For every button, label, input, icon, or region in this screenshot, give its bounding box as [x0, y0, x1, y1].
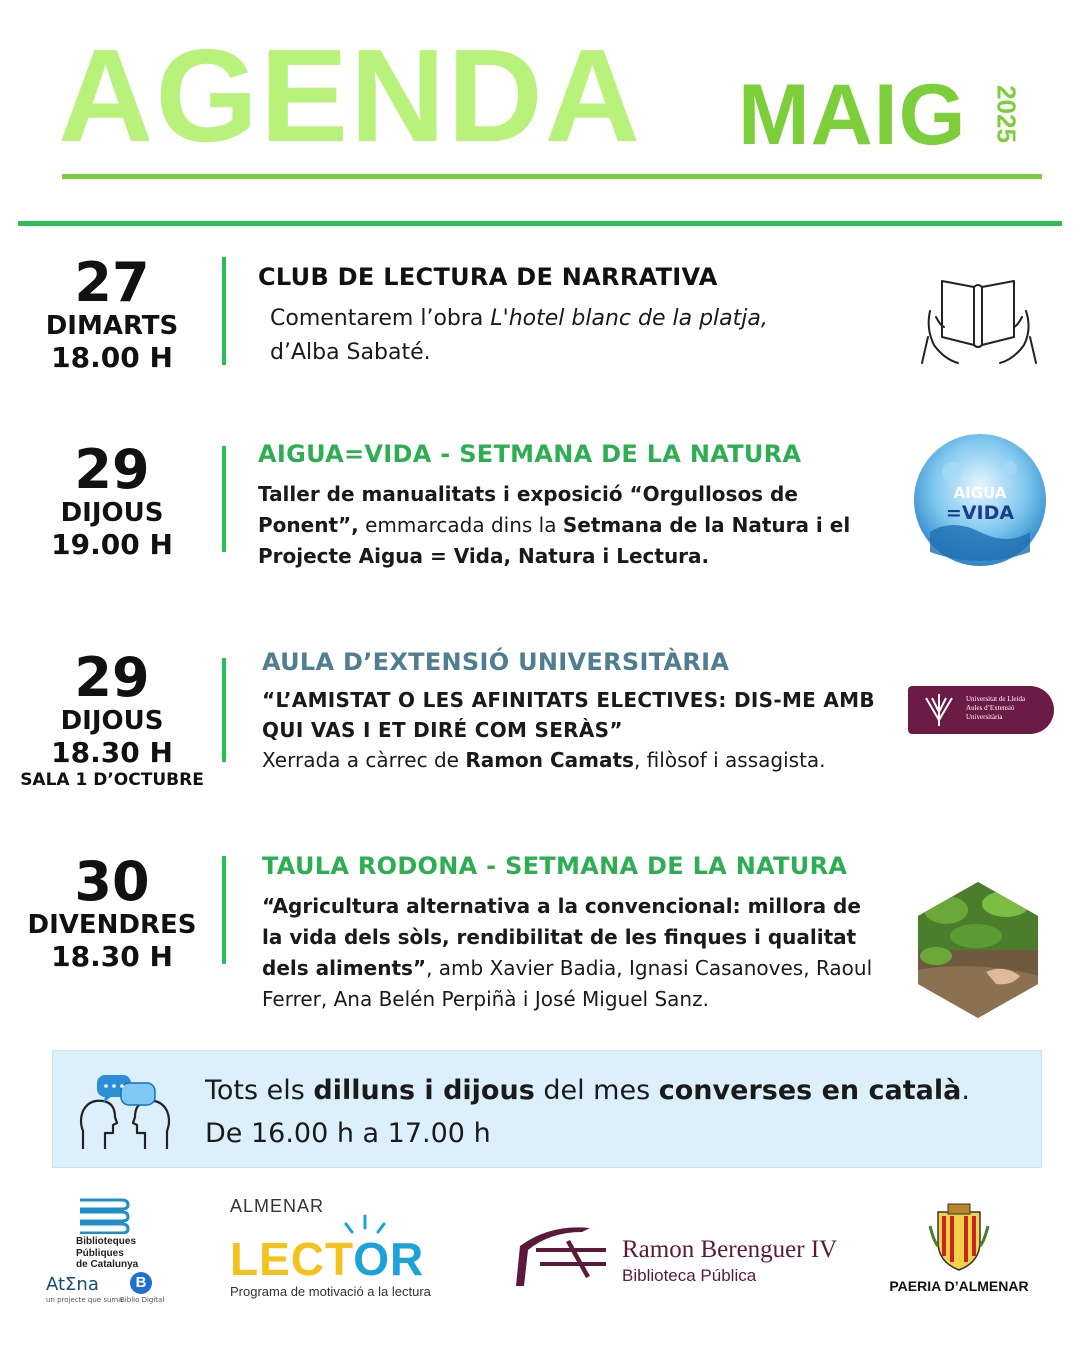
event-body — [262, 852, 912, 1015]
event-time: 18.30 H — [51, 735, 173, 769]
event-weekday: DIMARTS — [45, 310, 179, 341]
event-title: TAULA RODONA - SETMANA DE LA NATURA — [262, 852, 848, 880]
banner-line-1: Tots els dilluns i dijous del mes converses en català. — [205, 1075, 970, 1106]
event-item — [0, 440, 1080, 580]
event-date — [10, 646, 214, 791]
event-divider — [222, 856, 226, 964]
event-day: 29 — [74, 438, 150, 501]
event-description: “Agricultura alternativa a la convencional: millora de la vida dels sòls, rendibilitat de les finques i qualitat dels aliments”, amb Xavier Badia, Ignasi Casanoves, Raoul Ferrer, Ana Belén Perpiñà i José Miguel Sanz. — [262, 893, 873, 1011]
conversation-banner — [52, 1050, 1042, 1168]
year-label: 2025 — [991, 85, 1022, 143]
event-weekday: DIVENDRES — [27, 909, 197, 940]
event-date — [10, 850, 214, 973]
ramon-berenguer-logo: Ramon Berenguer IV Biblioteca Pública — [510, 1218, 850, 1290]
aigua-vida-logo: AIGUA =VIDA — [912, 432, 1048, 568]
biblioteques-logo: Biblioteques Públiques de Catalunya AtΣna un projecte que suma B Biblio Digital — [46, 1196, 176, 1306]
banner-text — [205, 1069, 970, 1155]
event-date — [10, 438, 214, 561]
banner-line-2: De 16.00 h a 17.00 h — [205, 1118, 491, 1150]
conversation-heads-icon — [77, 1071, 173, 1151]
event-divider — [222, 446, 226, 552]
event-item — [0, 251, 1080, 385]
event-divider — [222, 257, 226, 365]
event-time: 19.00 H — [51, 527, 173, 561]
almenar-lector-logo: ALMENAR LECTOR Programa de motivació a la lectura — [230, 1196, 431, 1299]
event-day: 30 — [74, 850, 150, 913]
event-body — [262, 648, 882, 776]
event-description: Comentarem l’obra L'hotel blanc de la platja, d’Alba Sabaté. — [270, 305, 768, 365]
event-description: Xerrada a càrrec de Ramon Camats, filòsof i assagista. — [262, 747, 826, 772]
event-time: 18.30 H — [51, 939, 173, 973]
paeria-almenar-logo: PAERIA D’ALMENAR — [886, 1202, 1032, 1302]
biblio-digital-icon: B — [130, 1272, 152, 1294]
event-item — [0, 852, 1080, 1022]
soil-plants-hexagon-icon — [916, 880, 1040, 1020]
event-date — [10, 251, 214, 374]
event-item — [0, 648, 1080, 808]
event-day: 29 — [74, 646, 150, 709]
event-body — [258, 263, 898, 370]
header-underline — [62, 174, 1042, 179]
udl-logo: Universitat de Lleida Aules d’Extensió Universitària — [908, 686, 1054, 734]
event-weekday: DIJOUS — [60, 497, 164, 528]
event-body — [258, 440, 878, 572]
event-day: 27 — [74, 251, 150, 314]
event-room: SALA 1 D’OCTUBRE — [20, 769, 204, 790]
open-book-hands-icon — [918, 267, 1040, 367]
event-divider — [222, 658, 226, 762]
event-quote: “L’AMISTAT O LES AFINITATS ELECTIVES: DIS-ME AMB QUI VAS I ET DIRÉ COM SERÀS” — [262, 687, 875, 742]
agenda-title: AGENDA — [58, 22, 643, 169]
month-title: MAIG — [738, 67, 967, 163]
atena-logo: AtΣna — [46, 1274, 99, 1295]
section-divider — [18, 221, 1062, 226]
event-time: 18.00 H — [51, 340, 173, 374]
event-title: AIGUA=VIDA - SETMANA DE LA NATURA — [258, 440, 802, 468]
event-description: Taller de manualitats i exposició “Orgullosos de Ponent”, emmarcada dins la Setmana de la Natura i el Projecte Aigua = Vida, Natura i Lectura. — [258, 481, 851, 568]
lector-wordmark: LECTOR — [230, 1233, 425, 1285]
event-title: CLUB DE LECTURA DE NARRATIVA — [258, 263, 718, 291]
event-weekday: DIJOUS — [60, 705, 164, 736]
event-title: AULA D’EXTENSIÓ UNIVERSITÀRIA — [262, 648, 730, 676]
